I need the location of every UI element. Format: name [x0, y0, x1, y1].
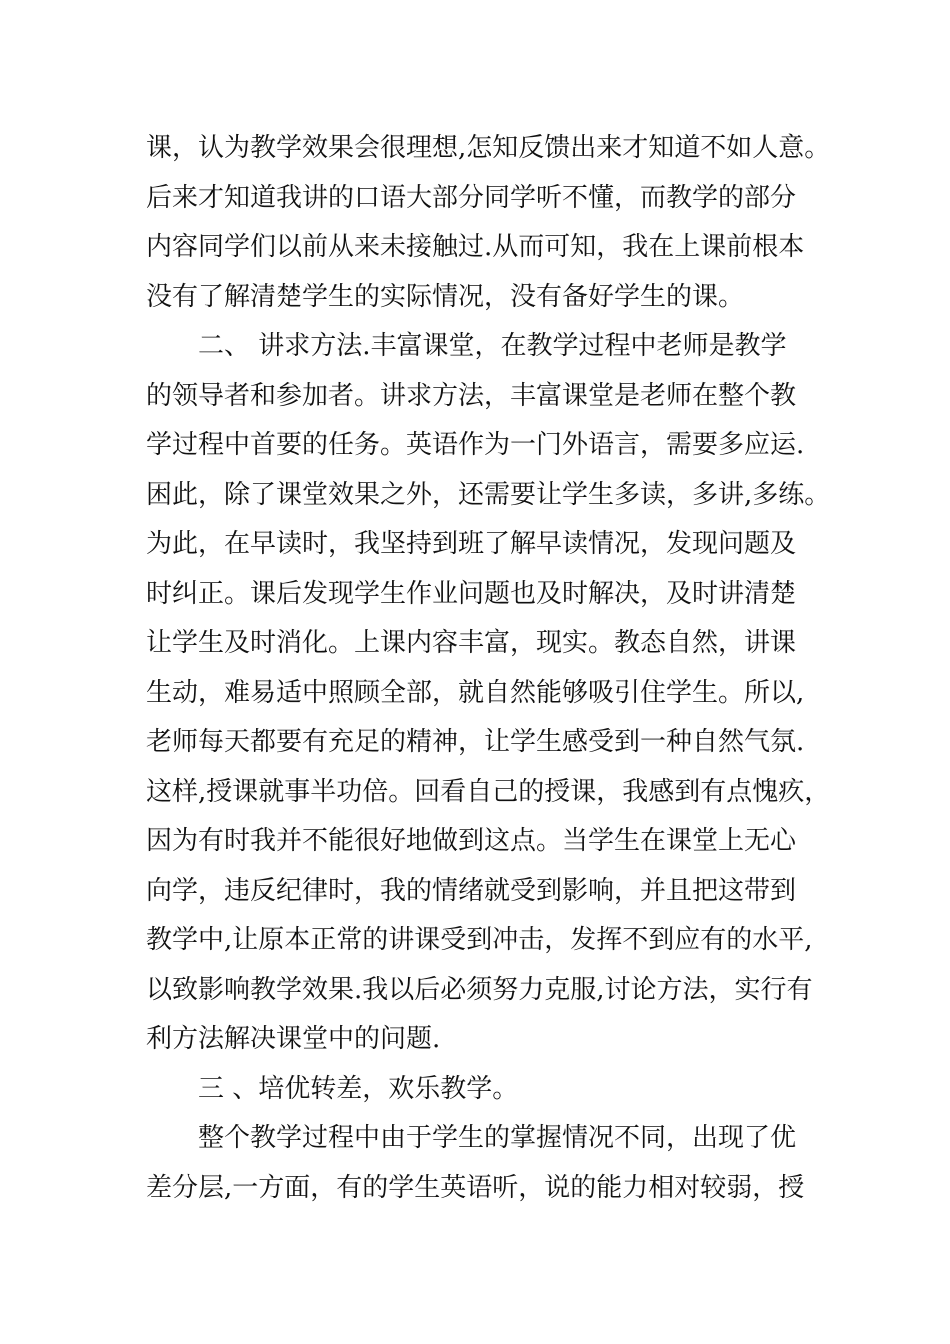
text-line: 利方法解决课堂中的问题.	[146, 1024, 441, 1054]
text-line: 内容同学们以前从来未接触过.从而可知，我在上课前根本	[146, 232, 805, 262]
text-line: 没有了解清楚学生的实际情况，没有备好学生的课。	[146, 281, 745, 312]
text-line: 生动，难易适中照顾全部，就自然能够吸引住学生。所以,	[146, 677, 805, 708]
text-line: 让学生及时消化。上课内容丰富，现实。教态自然，讲课	[146, 628, 797, 658]
paragraph-first-line: 整个教学过程中由于学生的掌握情况不同，出现了优	[198, 1123, 797, 1153]
text-line: 老师每天都要有充足的精神，让学生感受到一种自然气氛.	[146, 727, 805, 757]
section-heading-line: 二、 讲求方法.丰富课堂，在教学过程中老师是教学	[198, 331, 787, 361]
text-line: 这样,授课就事半功倍。回看自己的授课，我感到有点愧疚，	[146, 776, 831, 807]
text-line: 时纠正。课后发现学生作业问题也及时解决，及时讲清楚	[146, 578, 797, 609]
text-line: 为此，在早读时，我坚持到班了解早读情况，发现问题及	[146, 529, 797, 559]
text-line: 困此，除了课堂效果之外，还需要让学生多读，多讲,多练。	[146, 479, 831, 510]
text-line: 后来才知道我讲的口语大部分同学听不懂，而教学的部分	[146, 182, 797, 213]
text-line: 教学中,让原本正常的讲课受到冲击，发挥不到应有的水平,	[146, 925, 813, 955]
text-line: 学过程中首要的任务。英语作为一门外语言，需要多应运.	[146, 430, 805, 460]
text-line: 差分层,一方面，有的学生英语听，说的能力相对较弱，授	[146, 1172, 805, 1203]
text-line: 向学，违反纪律时，我的情绪就受到影响，并且把这带到	[146, 875, 797, 906]
document-body	[146, 124, 831, 1213]
text-line: 课，认为教学效果会很理想,怎知反馈出来才知道不如人意。	[146, 133, 831, 163]
text-line: 的领导者和参加者。讲求方法，丰富课堂是老师在整个教	[146, 380, 797, 411]
text-line: 以致影响教学效果.我以后必须努力克服,讨论方法，实行有	[146, 974, 813, 1005]
text-line: 因为有时我并不能很好地做到这点。当学生在课堂上无心	[146, 826, 797, 856]
section-heading-line: 三 、培优转差，欢乐教学。	[198, 1073, 519, 1104]
